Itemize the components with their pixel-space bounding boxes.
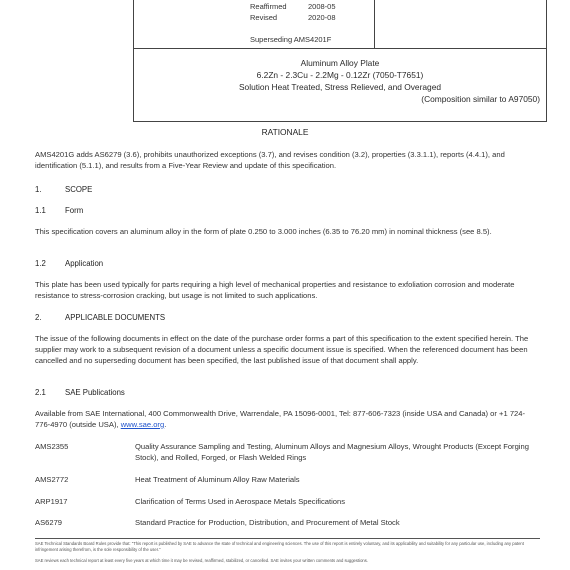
document-code: ARP1917 [35, 497, 68, 506]
meta-key: Reaffirmed [250, 2, 287, 11]
section-application [35, 259, 103, 268]
meta-reaffirmed [250, 2, 336, 11]
footer-disclaimer: SAE Technical Standards Board Rules provide that: "This report is published by SAE to advance the state of technical and engineering sciences. The use of this report is entirely voluntary, and its applicability and suitability for any particular use, including any patent infringement arising therefrom, is the sole responsibility of the user." [35, 541, 524, 552]
section-number: 1.1 [35, 206, 46, 215]
section-title: APPLICABLE DOCUMENTS [65, 313, 166, 322]
section-number: 1. [35, 185, 42, 194]
document-code: AMS2355 [35, 442, 69, 451]
form-body: This specification covers an aluminum alloy in the form of plate 0.250 to 3.000 inches (6.35 to 76.20 mm) in nominal thickness (see 8.5). [35, 227, 492, 236]
rationale-body: AMS4201G adds AS6279 (3.6), prohibits unauthorized exceptions (3.7), and revises condition (3.2), properties (3.3.1.1), reports (4.4.1), and identification (5.1.1), and results from a Five-Year Review and update of this specification. [35, 150, 505, 170]
document-description: Standard Practice for Production, Distribution, and Procurement of Metal Stock [135, 518, 400, 527]
title-block [133, 48, 547, 122]
section-number: 2. [35, 313, 42, 322]
applicable-body: The issue of the following documents in effect on the date of the purchase order forms a part of this specification to the extent specified herein. The supplier may work to a subsequent revision of a document unless a specific document issue is specified. When the referenced document has been cancelled and no superseding document has been specified, the last published issue of that document shall apply. [35, 334, 529, 365]
document-code: AS6279 [35, 518, 63, 527]
meta-value: 2020-08 [308, 13, 336, 22]
sae-body-end: . [164, 419, 167, 429]
title-line-2: 6.2Zn - 2.3Cu - 2.2Mg - 0.12Zr (7050-T7651) [256, 70, 424, 80]
section-form [35, 206, 83, 215]
document-row [35, 442, 540, 464]
rationale-heading: RATIONALE [261, 127, 309, 137]
section-number: 1.2 [35, 259, 46, 268]
sae-body-text: Available from SAE International, 400 Commonwealth Drive, Warrendale, PA 15096-0001, Tel: 877-606-7323 (inside USA and Canada) or +1 724-776-4970 (outside USA), [35, 409, 526, 429]
section-applicable-documents [35, 313, 165, 322]
meta-value: 2008-05 [308, 2, 336, 11]
meta-key: Revised [250, 13, 278, 22]
header-box [133, 0, 547, 48]
section-title: SCOPE [65, 185, 93, 194]
document-description: Heat Treatment of Aluminum Alloy Raw Materials [135, 475, 300, 484]
section-sae-publications [35, 388, 125, 397]
document-description: Clarification of Terms Used in Aerospace Metals Specifications [135, 497, 346, 506]
application-body: This plate has been used typically for parts requiring a high level of mechanical properties and resistance to exfoliation corrosion and moderate resistance to stress-corrosion cracking, but usage is not limited to such applications. [35, 280, 515, 300]
document-description: Quality Assurance Sampling and Testing, Aluminum Alloys and Magnesium Alloys, Wrought Products (Except Forging Stock), and Rolled, Forged, or Flash Welded Rings [135, 442, 529, 462]
sae-body [35, 409, 540, 431]
title-line-1: Aluminum Alloy Plate [300, 58, 380, 68]
section-number: 2.1 [35, 388, 46, 397]
document-code: AMS2772 [35, 475, 69, 484]
sae-website-link[interactable]: www.sae.org [120, 419, 165, 429]
title-line-3: Solution Heat Treated, Stress Relieved, and Overaged [238, 82, 442, 92]
superseding-note: Superseding AMS4201F [250, 35, 332, 44]
section-title: Form [65, 206, 84, 215]
header-divider [374, 0, 375, 48]
footer-rule [35, 538, 540, 539]
meta-revised [250, 13, 336, 22]
footer-review-note: SAE reviews each technical report at least every five years at which time it may be revised, reaffirmed, stabilized, or cancelled. SAE invites your written comments and suggestions. [35, 558, 368, 563]
section-title: SAE Publications [65, 388, 125, 397]
section-scope [35, 185, 92, 194]
title-line-4: (Composition similar to A97050) [421, 94, 540, 104]
section-title: Application [65, 259, 104, 268]
